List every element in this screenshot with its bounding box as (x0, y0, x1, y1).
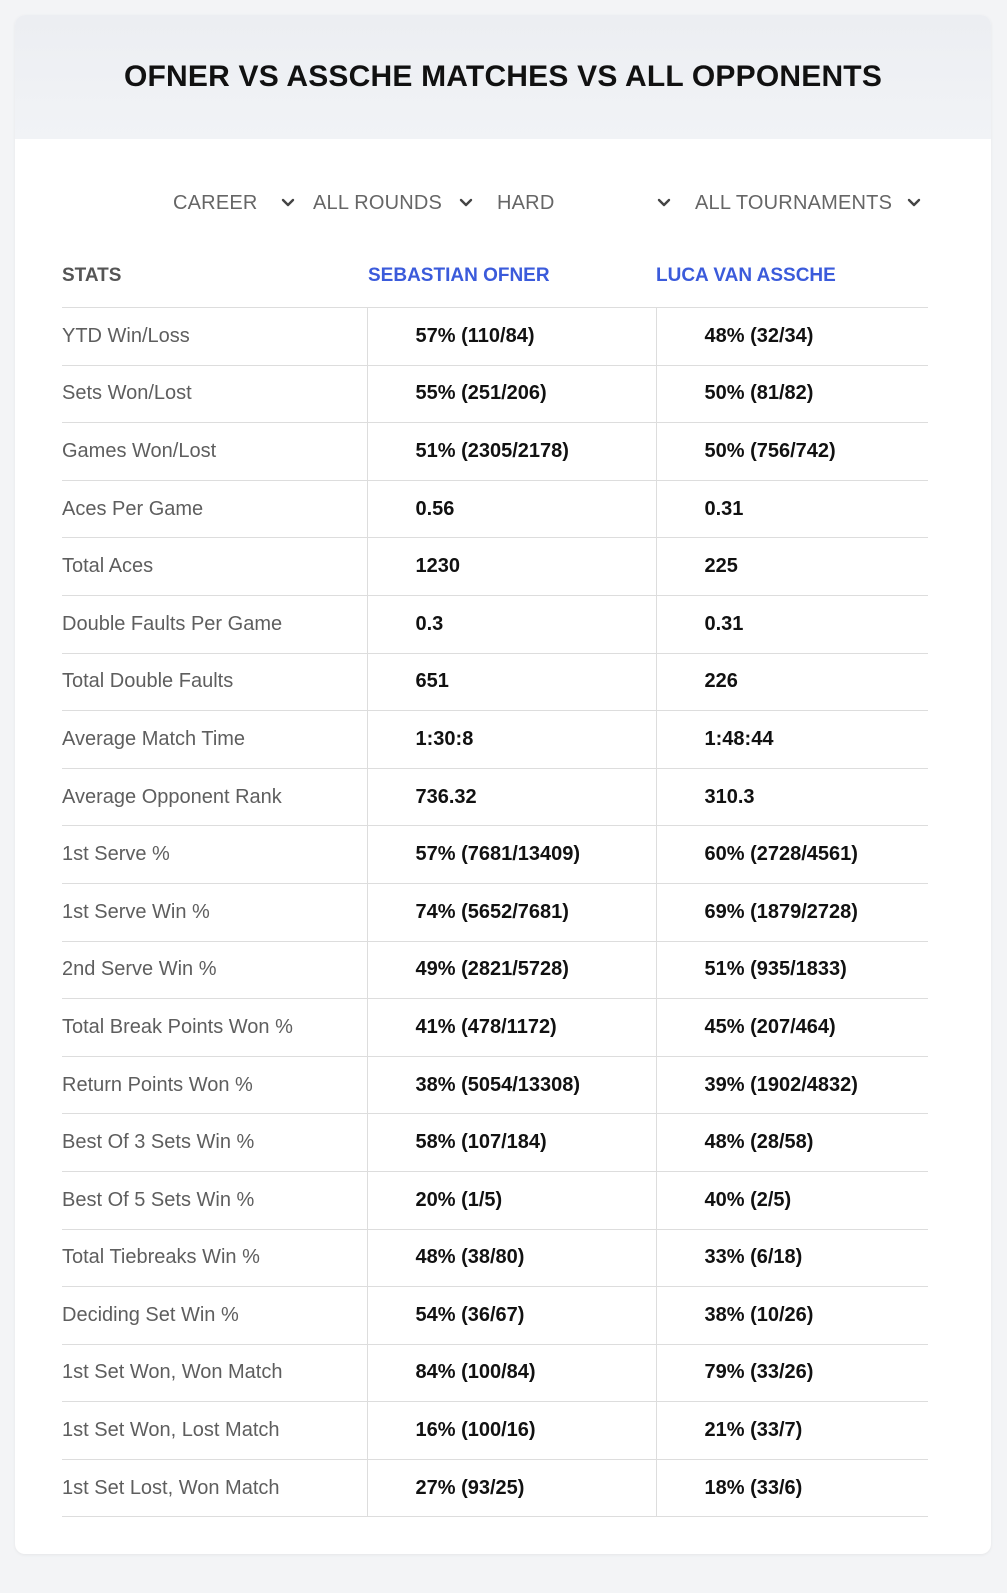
player2-value: 69% (1879/2728) (656, 883, 928, 941)
stats-column-header: STATS (62, 265, 122, 286)
player1-value: 736.32 (367, 768, 656, 826)
table-row (62, 653, 928, 711)
stat-label: 1st Serve Win % (62, 883, 367, 941)
table-row (62, 1171, 928, 1229)
player1-value: 38% (5054/13308) (367, 1056, 656, 1114)
player2-value: 45% (207/464) (656, 999, 928, 1057)
player1-value: 49% (2821/5728) (367, 941, 656, 999)
player1-value: 20% (1/5) (367, 1171, 656, 1229)
player2-value: 60% (2728/4561) (656, 826, 928, 884)
stat-label: YTD Win/Loss (62, 308, 367, 366)
stat-label: Total Break Points Won % (62, 999, 367, 1057)
player2-value: 39% (1902/4832) (656, 1056, 928, 1114)
player1-value: 1230 (367, 538, 656, 596)
table-row (62, 1287, 928, 1345)
table-row (62, 999, 928, 1057)
player1-value: 1:30:8 (367, 711, 656, 769)
player2-value: 48% (28/58) (656, 1114, 928, 1172)
player1-value: 48% (38/80) (367, 1229, 656, 1287)
stat-label: Average Opponent Rank (62, 768, 367, 826)
card-header (15, 15, 991, 139)
stat-label: Sets Won/Lost (62, 365, 367, 423)
filter-bar (15, 185, 991, 221)
table-row (62, 1402, 928, 1460)
player1-value: 0.3 (367, 595, 656, 653)
stat-label: Average Match Time (62, 711, 367, 769)
period-select[interactable] (173, 185, 305, 221)
player2-value: 310.3 (656, 768, 928, 826)
player1-value: 0.56 (367, 480, 656, 538)
player2-value: 33% (6/18) (656, 1229, 928, 1287)
player2-value: 79% (33/26) (656, 1344, 928, 1402)
stat-label: Best Of 3 Sets Win % (62, 1114, 367, 1172)
player1-value: 51% (2305/2178) (367, 423, 656, 481)
table-row (62, 1344, 928, 1402)
player2-column-header[interactable]: LUCA VAN ASSCHE (656, 265, 836, 286)
player2-value: 48% (32/34) (656, 308, 928, 366)
stat-label: 2nd Serve Win % (62, 941, 367, 999)
stat-label: Return Points Won % (62, 1056, 367, 1114)
stat-label: Double Faults Per Game (62, 595, 367, 653)
chevron-down-icon (278, 193, 298, 213)
tournaments-select-label: ALL TOURNAMENTS (695, 191, 893, 214)
player2-value: 50% (756/742) (656, 423, 928, 481)
player2-value: 38% (10/26) (656, 1287, 928, 1345)
tournaments-select[interactable] (695, 185, 927, 221)
table-row (62, 826, 928, 884)
player2-value: 40% (2/5) (656, 1171, 928, 1229)
stat-label: 1st Set Lost, Won Match (62, 1459, 367, 1517)
stat-label: Total Double Faults (62, 653, 367, 711)
player2-value: 21% (33/7) (656, 1402, 928, 1460)
stat-label: Total Tiebreaks Win % (62, 1229, 367, 1287)
player2-value: 1:48:44 (656, 711, 928, 769)
surface-select[interactable] (497, 185, 677, 221)
stat-label: Total Aces (62, 538, 367, 596)
player2-value: 0.31 (656, 595, 928, 653)
page-title: OFNER VS ASSCHE MATCHES VS ALL OPPONENTS (123, 60, 883, 93)
player1-value: 27% (93/25) (367, 1459, 656, 1517)
player1-value: 55% (251/206) (367, 365, 656, 423)
table-row (62, 538, 928, 596)
player1-column-header[interactable]: SEBASTIAN OFNER (368, 265, 550, 286)
table-row (62, 480, 928, 538)
table-row (62, 365, 928, 423)
player1-value: 57% (7681/13409) (367, 826, 656, 884)
player2-value: 0.31 (656, 480, 928, 538)
player2-value: 18% (33/6) (656, 1459, 928, 1517)
player1-value: 41% (478/1172) (367, 999, 656, 1057)
table-row (62, 711, 928, 769)
chevron-down-icon (904, 193, 924, 213)
rounds-select[interactable] (313, 185, 479, 221)
table-row (62, 1056, 928, 1114)
table-row (62, 1229, 928, 1287)
table-row (62, 883, 928, 941)
player1-value: 84% (100/84) (367, 1344, 656, 1402)
player2-value: 50% (81/82) (656, 365, 928, 423)
table-row (62, 768, 928, 826)
stats-card (15, 15, 991, 1554)
chevron-down-icon (654, 193, 674, 213)
stats-header-row (62, 265, 944, 305)
stat-label: 1st Set Won, Lost Match (62, 1402, 367, 1460)
player1-value: 54% (36/67) (367, 1287, 656, 1345)
table-row (62, 941, 928, 999)
surface-select-label: HARD (497, 191, 555, 214)
player1-value: 57% (110/84) (367, 308, 656, 366)
player1-value: 651 (367, 653, 656, 711)
player1-value: 74% (5652/7681) (367, 883, 656, 941)
player1-value: 58% (107/184) (367, 1114, 656, 1172)
rounds-select-label: ALL ROUNDS (313, 191, 443, 214)
stat-label: Aces Per Game (62, 480, 367, 538)
player2-value: 51% (935/1833) (656, 941, 928, 999)
table-row (62, 595, 928, 653)
chevron-down-icon (456, 193, 476, 213)
table-row (62, 1114, 928, 1172)
stat-label: 1st Serve % (62, 826, 367, 884)
stat-label: Deciding Set Win % (62, 1287, 367, 1345)
table-row (62, 308, 928, 366)
stats-table (62, 307, 928, 1517)
player2-value: 226 (656, 653, 928, 711)
player1-value: 16% (100/16) (367, 1402, 656, 1460)
table-row (62, 1459, 928, 1517)
table-row (62, 423, 928, 481)
player2-value: 225 (656, 538, 928, 596)
stat-label: 1st Set Won, Won Match (62, 1344, 367, 1402)
stat-label: Games Won/Lost (62, 423, 367, 481)
period-select-label: CAREER (173, 191, 258, 214)
stat-label: Best Of 5 Sets Win % (62, 1171, 367, 1229)
